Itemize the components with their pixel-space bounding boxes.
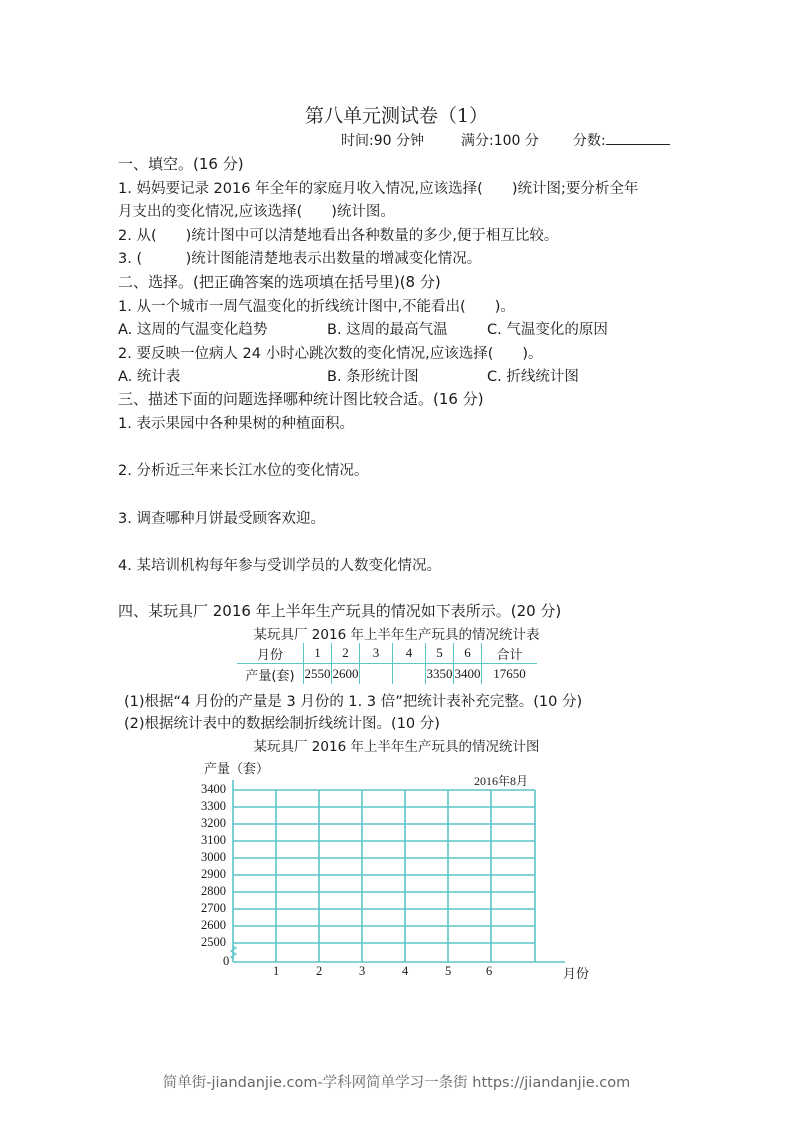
s1-q1-line2: 月支出的变化情况,应该选择( )统计图。 — [118, 204, 395, 220]
s2-q2: 2. 要反映一位病人 24 小时心跳次数的变化情况,应该选择( )。 — [118, 346, 543, 362]
s3-item-2: 2. 分析近三年来长江水位的变化情况。 — [118, 463, 369, 479]
y-tick: 3400 — [201, 782, 226, 796]
table-title: 某玩具厂 2016 年上半年生产玩具的情况统计表 — [253, 627, 540, 643]
section2-heading: 二、选择。(把正确答案的选项填在括号里)(8 分) — [118, 273, 441, 291]
s2-q1: 1. 从一个城市一周气温变化的折线统计图中,不能看出( )。 — [118, 299, 515, 315]
s4-sub2: (2)根据统计表中的数据绘制折线统计图。(10 分) — [124, 716, 440, 732]
s1-q1-line1: 1. 妈妈要记录 2016 年全年的家庭月收入情况,应该选择( )统计图;要分析全年 — [118, 181, 639, 197]
y-tick: 3100 — [201, 833, 226, 847]
s2-q2-option-b: B. 条形统计图 — [327, 369, 419, 385]
time-limit: 时间:90 分钟 — [341, 133, 424, 149]
x-tick: 4 — [402, 964, 409, 978]
table-cell: 3350 — [426, 664, 454, 685]
s2-q2-option-c: C. 折线统计图 — [487, 369, 579, 385]
y-tick: 2700 — [201, 901, 226, 915]
header-cell: 4 — [393, 643, 426, 664]
header-cell: 合计 — [482, 643, 538, 664]
y-tick: 2600 — [201, 918, 226, 932]
chart-x-unit: 月份 — [563, 967, 590, 982]
row-label: 产量(套) — [245, 668, 295, 684]
s2-q1-option-a: A. 这周的气温变化趋势 — [118, 322, 268, 338]
s1-q3: 3. ( )统计图能清楚地表示出数量的增减变化情况。 — [118, 251, 482, 267]
x-tick: 3 — [359, 964, 366, 978]
y-tick: 2500 — [201, 935, 226, 949]
x-tick: 1 — [273, 964, 280, 978]
s2-q2-option-a: A. 统计表 — [118, 369, 181, 385]
table-cell-total: 17650 — [482, 664, 538, 685]
full-score: 满分:100 分 — [461, 133, 539, 149]
y-tick: 3300 — [201, 799, 226, 813]
chart-y-label: 产量（套） — [204, 762, 270, 777]
section1-heading: 一、填空。(16 分) — [118, 155, 244, 173]
score-label: 分数: — [573, 133, 606, 149]
footer-watermark: 简单街-jiandanjie.com-学科网简单学习一条街 https://jiandanjie.com — [162, 1075, 631, 1091]
s3-item-4: 4. 某培训机构每年参与受训学员的人数变化情况。 — [118, 558, 441, 574]
header-cell: 6 — [454, 643, 482, 664]
x-tick: 6 — [486, 964, 493, 978]
x-tick: 5 — [445, 964, 452, 978]
s2-q1-option-b: B. 这周的最高气温 — [327, 322, 448, 338]
s4-sub1: (1)根据“4 月份的产量是 3 月份的 1. 3 倍”把统计表补充完整。(10 分) — [124, 694, 583, 710]
header-cell: 2 — [332, 643, 360, 664]
section3-heading: 三、描述下面的问题选择哪种统计图比较合适。(16 分) — [118, 390, 484, 408]
table-cell: 2600 — [332, 664, 360, 685]
y-tick: 3000 — [201, 850, 226, 864]
s3-item-3: 3. 调查哪种月饼最受顾客欢迎。 — [118, 511, 325, 527]
y-tick: 3200 — [201, 816, 226, 830]
page-title: 第八单元测试卷（1） — [304, 105, 489, 127]
y-tick: 2800 — [201, 884, 226, 898]
table-cell: 2550 — [304, 664, 332, 685]
y-tick-zero: 0 — [223, 954, 230, 968]
y-tick: 2900 — [201, 867, 226, 881]
s2-q1-option-c: C. 气温变化的原因 — [487, 322, 608, 338]
table-cell: 3400 — [454, 664, 482, 685]
chart-date-stamp: 2016年8月 — [474, 774, 529, 788]
x-tick: 2 — [316, 964, 323, 978]
header-cell: 月份 — [237, 643, 304, 664]
header-cell: 5 — [426, 643, 454, 664]
chart-title: 某玩具厂 2016 年上半年生产玩具的情况统计图 — [253, 739, 540, 755]
header-cell: 3 — [360, 643, 393, 664]
section4-heading: 四、某玩具厂 2016 年上半年生产玩具的情况如下表所示。(20 分) — [118, 602, 562, 620]
header-cell: 1 — [304, 643, 332, 664]
s3-item-1: 1. 表示果园中各种果树的种植面积。 — [118, 416, 354, 432]
s1-q2: 2. 从( )统计图中可以清楚地看出各种数量的多少,便于相互比较。 — [118, 228, 559, 244]
